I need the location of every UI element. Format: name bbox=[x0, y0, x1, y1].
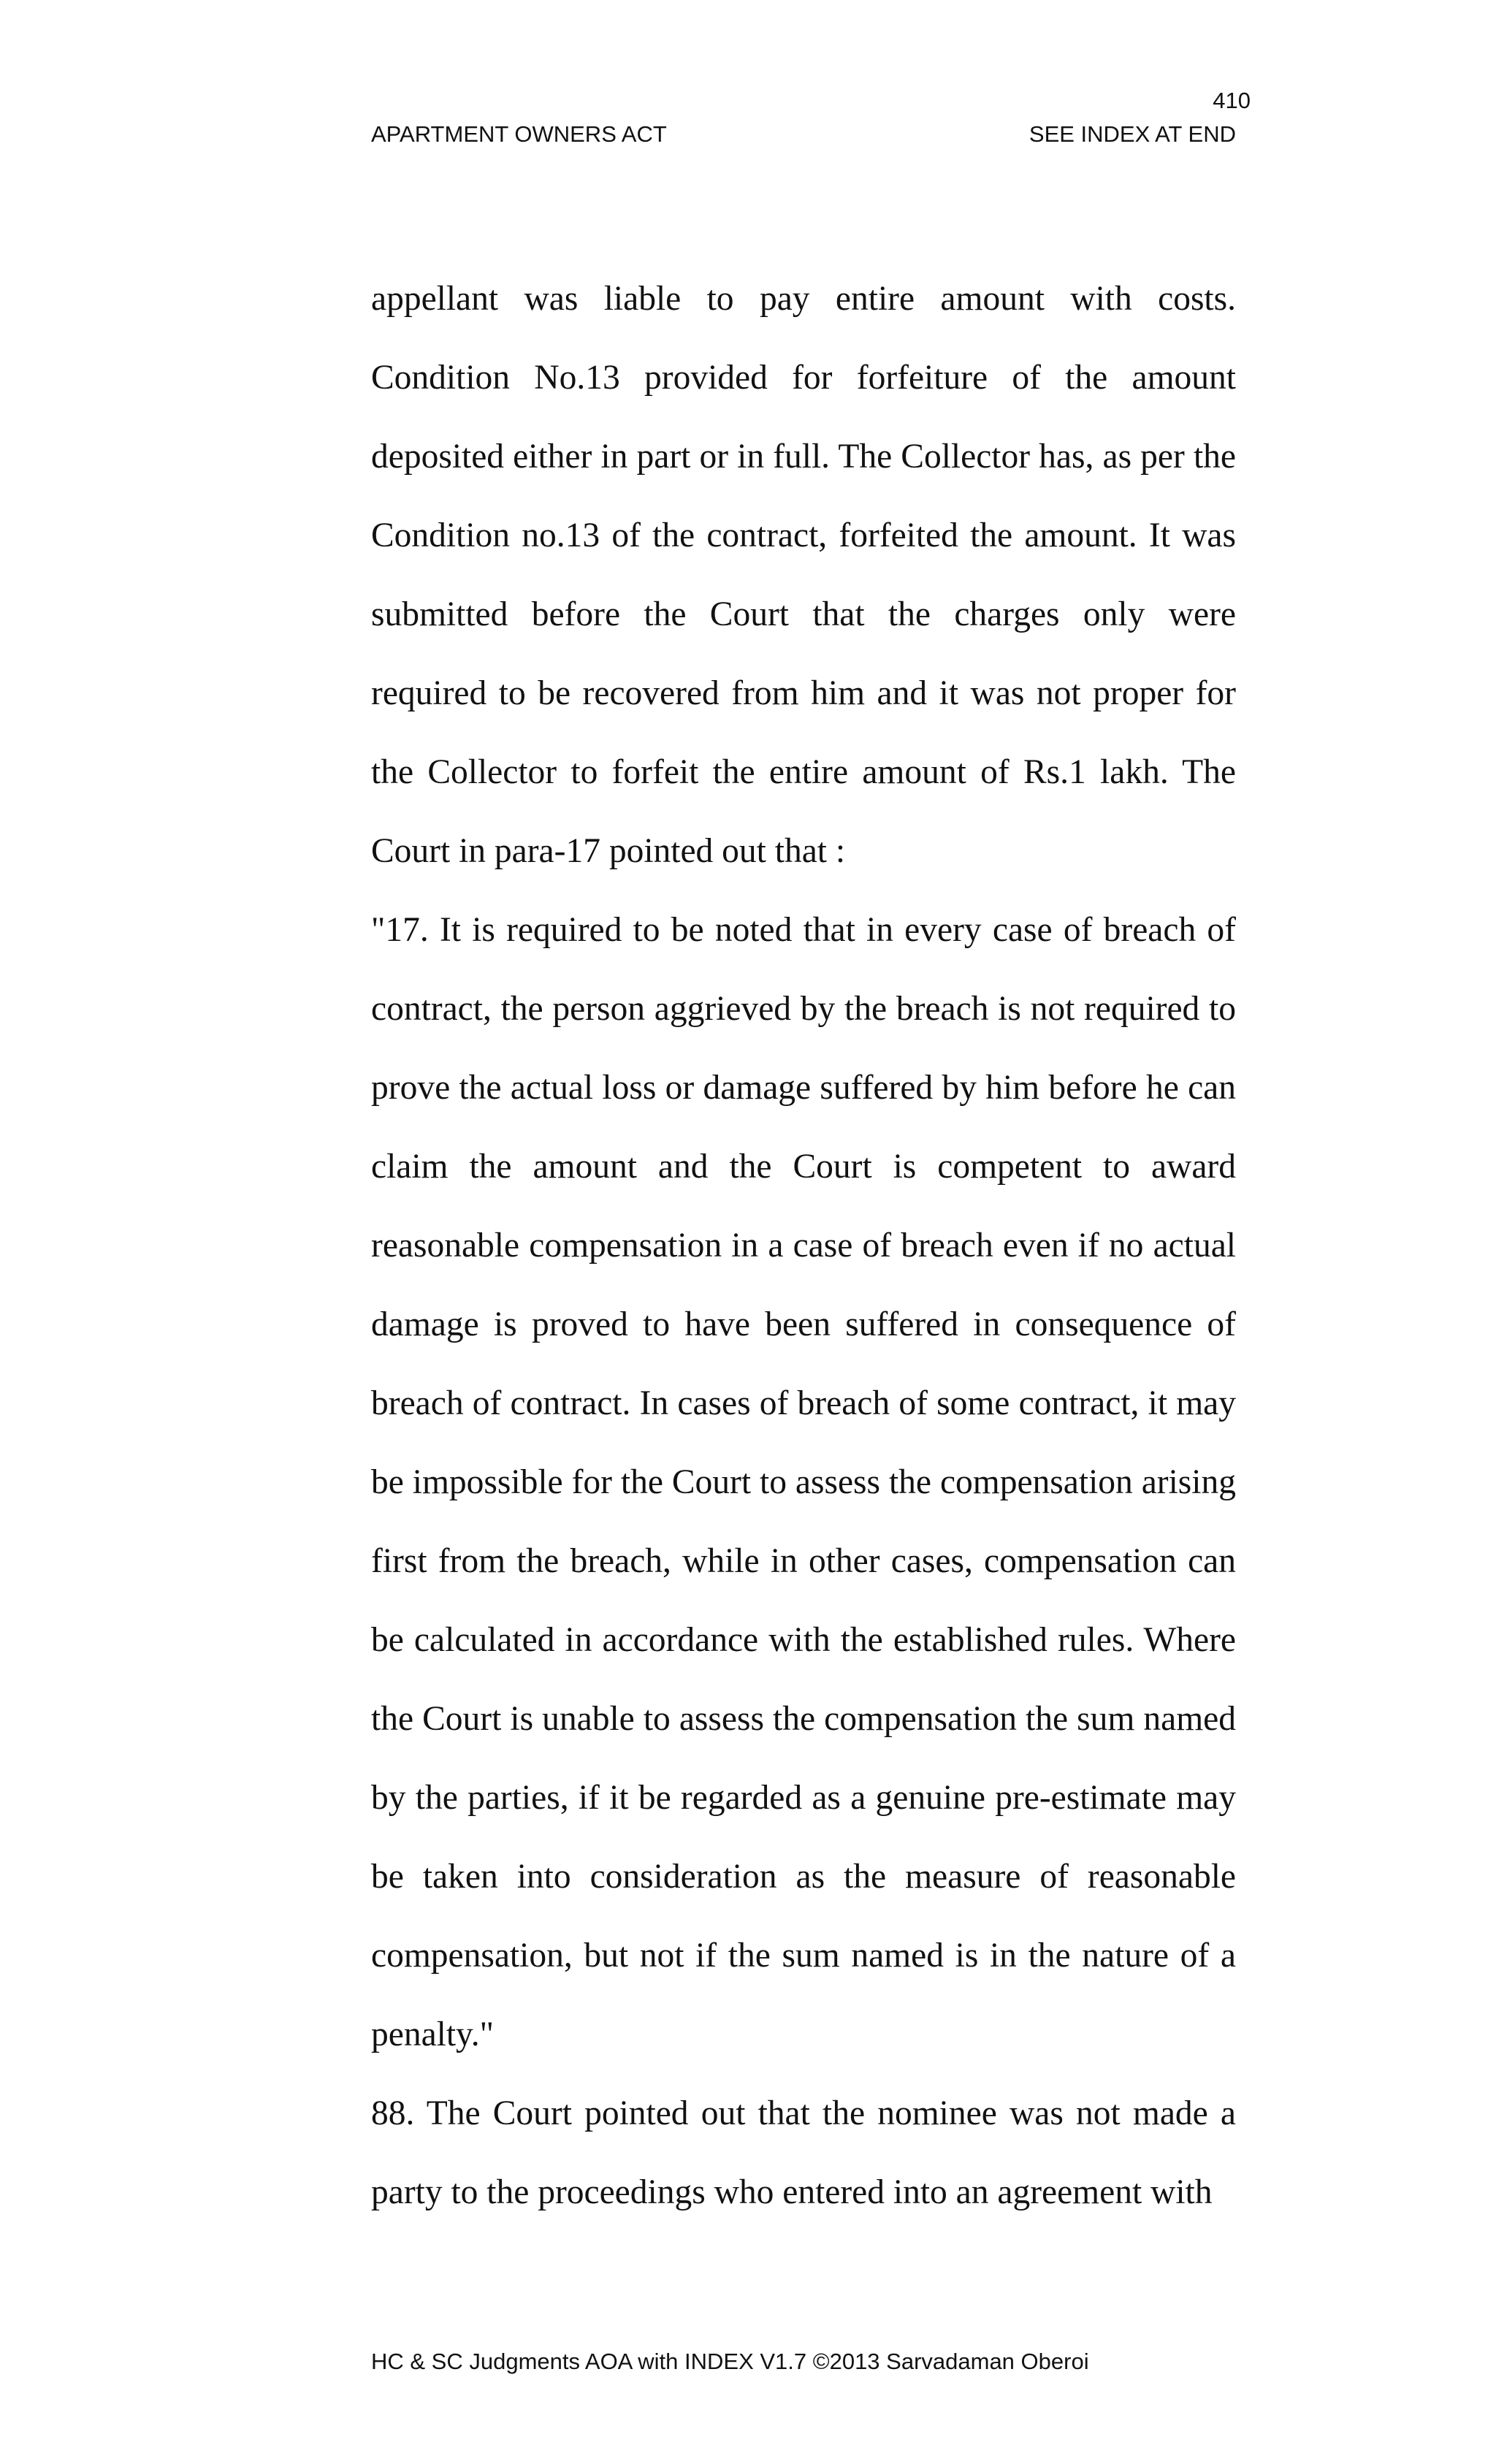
paragraph-quote: "17. It is required to be noted that in every case of breach of contract, the person aggrieved by the breach is not required to prove the actual loss or damage suffered by him before he can claim the amount and the Court is competent to award reasonable compensation in a case of breach even if no actual damage is proved to have been suffered in consequence of breach of contract. In cases of breach of some contract, it may be impossible for the Court to assess the compensation arising first from the breach, while in other cases, compensation can be calculated in accordance with the established rules. Where the Court is unable to assess the compensation the sum named by the parties, if it be regarded as a genuine pre-estimate may be taken into consideration as the measure of reasonable compensation, but not if the sum named is in the nature of a penalty." bbox=[371, 911, 1236, 2053]
paragraph-88: 88. The Court pointed out that the nominee was not made a party to the proceedings who entered into an agreement with bbox=[371, 2094, 1236, 2211]
paragraph-1: appellant was liable to pay entire amount with costs. Condition No.13 provided for forfeiture of the amount deposited either in part or in full. The Collector has, as per the Condition no.13 of the contract, forfeited the amount. It was submitted before the Court that the charges only were required to be recovered from him and it was not proper for the Collector to forfeit the entire amount of Rs.1 lakh. The Court in para-17 pointed out that : bbox=[371, 280, 1236, 870]
running-header bbox=[371, 120, 1236, 149]
page-number: 410 bbox=[1213, 88, 1251, 113]
header-title: APARTMENT OWNERS ACT bbox=[371, 121, 667, 147]
document-body bbox=[371, 259, 1236, 2232]
page-footer: HC & SC Judgments AOA with INDEX V1.7 ©2013 Sarvadaman Oberoi bbox=[371, 2349, 1089, 2374]
header-index-note: SEE INDEX AT END bbox=[1028, 121, 1236, 147]
